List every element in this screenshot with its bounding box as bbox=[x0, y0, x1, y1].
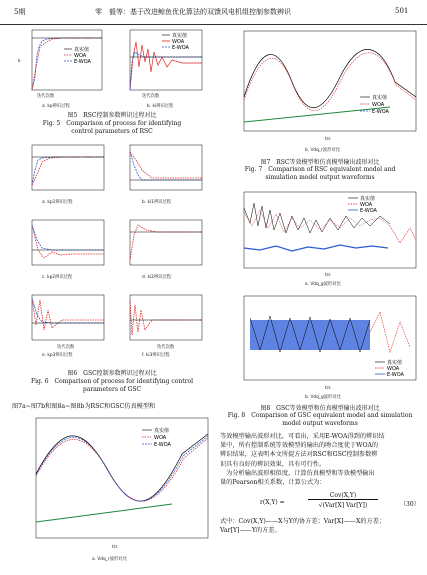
fig5-caption-en bbox=[12, 120, 212, 136]
fig5-en-line1: Fig. 5 Comparison of process for identifying bbox=[42, 120, 182, 127]
fig6-panels bbox=[12, 140, 212, 390]
fig6f-xlabel: 迭代次数 bbox=[157, 345, 175, 350]
svg-text:t/s: t/s bbox=[325, 386, 331, 391]
fig5a-xlabel: 迭代次数 bbox=[37, 94, 55, 99]
fig7a-xlabel: t/s bbox=[112, 545, 118, 550]
svg-text:E-WOA: E-WOA bbox=[154, 442, 171, 448]
fig5-caption-cn: 图5 RSC控制参数辨识过程对比 bbox=[67, 112, 157, 119]
fig6c-woa-line bbox=[32, 225, 104, 258]
fig6c-caption: c. kp2辨识过程 bbox=[42, 275, 73, 280]
fig8b-woa-zoom bbox=[370, 312, 410, 352]
fig5b-legend bbox=[162, 32, 190, 51]
fig5a-ylabel: k bbox=[18, 59, 21, 64]
fig8-caption-en: Fig. 8 Comparison of GSC equivalent model and simulation model output waveforms bbox=[227, 412, 413, 427]
legend-ewoa: E-WOA bbox=[74, 59, 91, 65]
fig8b-panel bbox=[220, 292, 420, 402]
svg-text:WOA: WOA bbox=[387, 366, 400, 372]
svg-text:WOA: WOA bbox=[372, 102, 385, 108]
fig5a-frame bbox=[32, 30, 102, 90]
legend-woa: WOA bbox=[74, 53, 87, 59]
fig7b-woa-line bbox=[244, 53, 416, 111]
fig6c-ewoa-line bbox=[32, 225, 104, 250]
fig7b-caption: b. Vdq_r波形对比 bbox=[305, 148, 340, 153]
fig7b-panel bbox=[220, 27, 420, 155]
svg-text:真实值: 真实值 bbox=[154, 428, 170, 434]
page-number: 501 bbox=[395, 7, 409, 15]
fig7-caption-en: Fig. 7 Comparison of RSC equivalent model and simulation model output waveforms bbox=[244, 166, 396, 181]
svg-text:t/s: t/s bbox=[325, 137, 331, 142]
running-title: 零 毅等：基于改进鲸鱼优化算法的双馈风电机组控制参数辨识 bbox=[95, 8, 291, 16]
fig5a-legend bbox=[64, 46, 92, 65]
fig6-svg bbox=[12, 140, 212, 390]
fig8b-svg bbox=[220, 292, 420, 402]
fig5b-xlabel: 迭代次数 bbox=[142, 94, 160, 99]
fig6d-caption: d. ki2辨识过程 bbox=[142, 275, 172, 280]
fig7b-svg bbox=[220, 27, 420, 155]
fig6e-caption: e. kp3辨识过程 bbox=[42, 353, 73, 358]
fig8a-ewoa-line bbox=[244, 245, 388, 251]
fig6b-woa-line bbox=[130, 152, 202, 178]
fig5b-ewoa-line bbox=[130, 52, 202, 90]
fig5a-caption: a. kp辨识过程 bbox=[42, 104, 70, 109]
fig6a-woa-line bbox=[32, 157, 104, 185]
fig7a-svg bbox=[12, 414, 212, 564]
fig8a-caption: a. Vdq_g波形对比 bbox=[305, 282, 341, 287]
fig5-en-line2: control parameters of RSC bbox=[71, 128, 153, 135]
equation-notes: 式中：Cov(X,Y)——X与Y的协方差；Var[X]——X的方差； Var[Y]——Y的方差。 bbox=[220, 518, 386, 535]
fig6-caption-en: Fig. 6 Comparison of process for identifying control parameters of GSC bbox=[30, 378, 194, 393]
page-header bbox=[0, 0, 427, 25]
svg-text:E-WOA: E-WOA bbox=[387, 372, 404, 378]
svg-text:WOA: WOA bbox=[360, 202, 373, 208]
issue-label: 5期 bbox=[14, 8, 26, 16]
fig8a-svg bbox=[220, 188, 420, 288]
fig6a-caption: a. kp1辨识过程 bbox=[42, 200, 73, 205]
body-right-paragraph: 等效模型输出波形对比，可看出，采用E-WOA得到的辨识结 果中，所有控制系统等效模型的输出的吻合度优于WOA的 辨识结果，这表明本文所提方法对RSC和GSC控制参数辨 识具有良好的辨识效果，具有可行性。 为分析输出波形相似度，计算仿真模型和等效模型输出 量的Pearson相关系数，计算公式为： bbox=[220, 433, 385, 487]
fig6e-woa-line bbox=[32, 298, 104, 330]
fig8a-woa-zoom bbox=[390, 226, 416, 243]
fig8b-caption: b. Vdq_g波形对比 bbox=[305, 395, 341, 400]
svg-text:真实值: 真实值 bbox=[360, 196, 376, 202]
fig8-caption-cn: 图8 GSC等效模型和仿真模型输出波形对比 bbox=[260, 405, 380, 412]
svg-text:真实值: 真实值 bbox=[172, 33, 188, 39]
fig6d-woa-line bbox=[130, 225, 202, 260]
legend-true: 真实值 bbox=[74, 47, 90, 53]
fig6b-ewoa-line bbox=[130, 152, 202, 180]
fig6f-caption: f. ki3辨识过程 bbox=[142, 353, 170, 358]
fig7a-panel bbox=[12, 414, 212, 564]
fig6b-caption: b. ki1辨识过程 bbox=[142, 200, 172, 205]
svg-text:E-WOA: E-WOA bbox=[372, 109, 389, 115]
fig5a-woa-line bbox=[32, 38, 102, 90]
svg-text:E-WOA: E-WOA bbox=[360, 208, 377, 214]
fig6f-woa-line bbox=[130, 300, 202, 335]
fig7-caption-cn: 图7 RSC等效模型和仿真模型输出波形对比 bbox=[260, 159, 380, 166]
fig8a-panel bbox=[220, 188, 420, 288]
fig6e-ewoa-line bbox=[32, 298, 104, 323]
fig7a-dc-line bbox=[36, 504, 172, 522]
svg-text:真实值: 真实值 bbox=[372, 95, 388, 101]
fig5b-caption: b. ki辨识过程 bbox=[147, 104, 174, 109]
svg-text:E-WOA: E-WOA bbox=[172, 45, 189, 51]
fig6-caption-cn: 图6 GSC控制参数辨识过程对比 bbox=[67, 370, 157, 377]
fig6e-xlabel: 迭代次数 bbox=[57, 345, 75, 350]
fig7a-ewoa-line bbox=[36, 436, 208, 501]
svg-text:WOA: WOA bbox=[172, 39, 185, 45]
svg-text:真实值: 真实值 bbox=[387, 360, 403, 366]
fig7b-dc-line bbox=[244, 107, 390, 122]
svg-text:WOA: WOA bbox=[154, 435, 167, 441]
svg-text:t/s: t/s bbox=[325, 273, 331, 278]
fig5b-frame bbox=[130, 30, 202, 90]
fig5b-woa-line bbox=[130, 42, 202, 90]
pearson-equation: r(X,Y) = Cov(X,Y) √(Var[X] Var[Y]) （30） bbox=[260, 492, 420, 509]
fig7a-caption: a. Vdq_r波形对比 bbox=[92, 557, 127, 562]
fig7a-woa-line bbox=[36, 438, 208, 501]
body-left-paragraph: 图7a~图7b和图8a~图8b为RSC和GSC仿真模型和 bbox=[12, 403, 156, 410]
fig5a-ewoa-line bbox=[32, 38, 102, 90]
